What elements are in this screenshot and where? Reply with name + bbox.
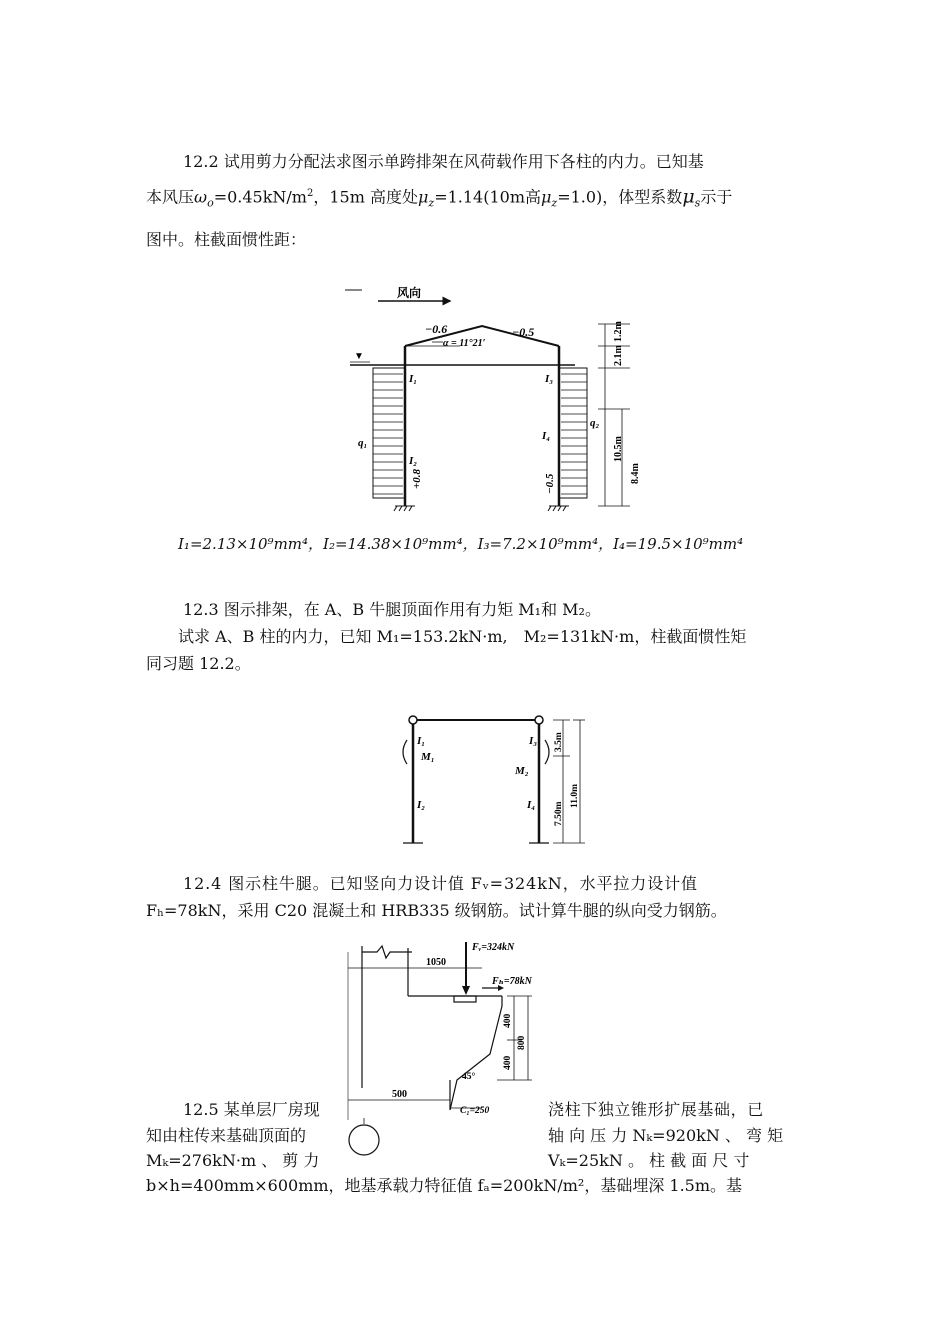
label-M1: M₁ [421, 751, 435, 763]
problem-12-5-line2a: 知由柱传来基础顶面的 [146, 1126, 307, 1145]
dim-1050: 1050 [426, 957, 446, 968]
dim-1-2m: 1.2m [613, 321, 624, 342]
dim-3-5m: 3.5m [554, 732, 564, 752]
left-wind-load-arrows [373, 374, 403, 494]
dim-2-1m: 2.1m [613, 345, 624, 366]
moment-frame-figure [395, 708, 595, 854]
problem-12-4-line1: 12.4 图示柱牛腿。已知竖向力设计值 Fᵥ=324kN，水平拉力设计值 [183, 874, 698, 893]
reference-circle [346, 1118, 382, 1160]
right-wall-coefficient: −0.5 [544, 473, 556, 494]
dim-8-4m: 8.4m [630, 463, 641, 484]
problem-12-5-line1b: 浇柱下独立锥形扩展基础，已 [548, 1100, 764, 1119]
label-M2: M₂ [515, 765, 529, 777]
dim-10-5m: 10.5m [613, 436, 624, 462]
dim-7-50m: 7.50m [554, 801, 564, 826]
problem-12-5-line3b: Vₖ=25kN 。 柱 截 面 尺 寸 [548, 1151, 750, 1170]
label-I1: I₁ [409, 373, 418, 385]
left-roof-coefficient: −0.6 [425, 322, 448, 336]
problem-12-3-line1: 12.3 图示排架，在 A、B 牛腿顶面作用有力矩 M₁和 M₂。 [183, 600, 601, 619]
problem-12-2-line3: 图中。柱截面惯性距： [146, 230, 307, 249]
label-I4: I₄ [527, 799, 536, 811]
left-wall-coefficient: +0.8 [411, 468, 423, 489]
label-I3: I₃ [529, 735, 538, 747]
dim-500: 500 [392, 1089, 407, 1100]
problem-12-2-line1: 12.2 试用剪力分配法求图示单跨排架在风荷载作用下各柱的内力。已知基 [183, 152, 704, 171]
label-I3: I₃ [545, 373, 554, 385]
svg-text:▼: ▼ [354, 351, 364, 362]
dim-800: 800 [517, 1035, 527, 1050]
inertia-values: I₁=2.13×10⁹mm⁴，I₂=14.38×10⁹mm⁴，I₃=7.2×10⁹mm⁴，I₄=19.5×10⁹mm⁴ [178, 535, 744, 553]
wind-label: 风向 [397, 286, 422, 300]
c1-label: C₁=250 [460, 1106, 490, 1116]
fv-label: Fᵥ=324kN [472, 942, 515, 953]
problem-12-5-line4: b×h=400mm×600mm，地基承载力特征值 fₐ=200kN/m²，基础埋深 1.5m。基 [146, 1176, 743, 1195]
fh-label: Fₕ=78kN [492, 976, 532, 987]
problem-12-5-line3a: Mₖ=276kN·m 、 剪 力 [146, 1151, 320, 1170]
problem-12-5-line1a: 12.5 某单层厂房现 [183, 1100, 320, 1119]
wind-frame-figure [340, 284, 640, 520]
label-I2: I₂ [417, 799, 426, 811]
right-wind-load-arrows [561, 374, 587, 494]
problem-12-4-line2: Fₕ=78kN，采用 C20 混凝土和 HRB335 级钢筋。试计算牛腿的纵向受力钢筋。 [146, 901, 727, 920]
corbel-figure [342, 938, 548, 1120]
label-I4: I₄ [542, 430, 551, 442]
dim-400-upper: 400 [503, 1013, 513, 1028]
roof-angle: α = 11°21′ [443, 338, 486, 349]
label-q1: q₁ [358, 437, 368, 449]
label-I2: I₂ [409, 455, 418, 467]
dim-400-lower: 400 [503, 1055, 513, 1070]
problem-12-3-line3: 同习题 12.2。 [146, 654, 251, 673]
problem-12-2-line2: 本风压$\omega_o=0.45kN/m^2$，15m 高度处$\mu_z=1.14(10m$高$\mu_z=1.0$)，体型系数$\mu_s$示于 [146, 185, 733, 210]
problem-12-5-line2b: 轴 向 压 力 Nₖ=920kN 、 弯 矩 [548, 1126, 784, 1145]
problem-12-3-line2: 试求 A、B 柱的内力，已知 M₁=153.2kN·m, M₂=131kN·m，柱截面惯性矩 [178, 627, 747, 646]
label-q2: q₂ [590, 417, 600, 429]
dim-11-0m: 11.0m [570, 783, 580, 808]
label-I1: I₁ [417, 735, 426, 747]
right-roof-coefficient: −0.5 [512, 325, 535, 339]
angle-45: 45° [462, 1072, 476, 1082]
